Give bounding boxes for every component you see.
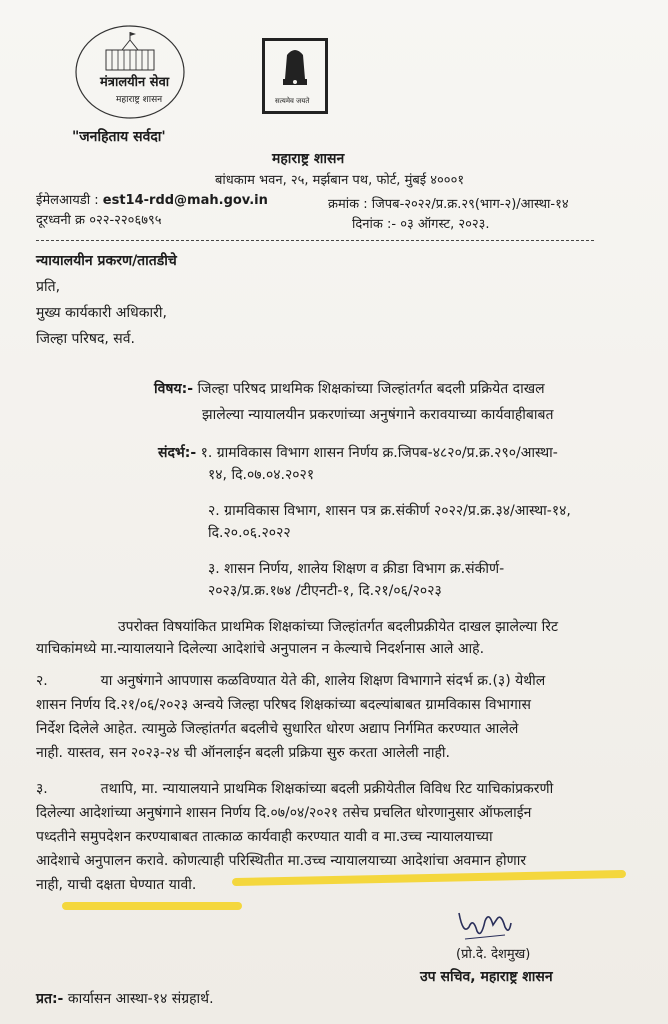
para-3-line-5: नाही, याची दक्षता घेण्यात यावी. xyxy=(36,877,197,893)
to-label: प्रति, xyxy=(36,279,61,295)
handwritten-signature xyxy=(455,905,515,943)
signatory-designation: उप सचिव, महाराष्ट्र शासन xyxy=(420,969,553,985)
para-2-line-1 xyxy=(36,672,545,690)
subject-line-2: झालेल्या न्यायालयीन प्रकरणांच्या अनुषंगाने करावयाच्या कार्यवाहीबाबत xyxy=(202,407,554,423)
signatory-name: (प्रो.दे. देशमुख) xyxy=(456,947,531,962)
copy-line xyxy=(36,990,214,1008)
date-value: ०३ ऑगस्ट, २०२३. xyxy=(400,217,490,232)
para-2-line-2: शासन निर्णय दि.२१/०६/२०२३ अन्वये जिल्हा परिषद शिक्षकांच्या बदल्यांबाबत ग्रामविकास विभागास xyxy=(36,697,531,713)
para-2-line-3: निर्देश दिलेले आहेत. त्यामुळे जिल्हांतर्गत बदलीचे सुधारित धोरण अद्याप निर्गमित करण्यात आलेले xyxy=(36,721,519,737)
reference-2-line-2: दि.२०.०६.२०२२ xyxy=(208,525,291,541)
para-3-line-1 xyxy=(36,780,553,798)
reference-2-line-1: २. ग्रामविकास विभाग, शासन पत्र क्र.संकीर्ण २०२२/प्र.क्र.३४/आस्था-१४, xyxy=(208,503,571,519)
reference-3-line-2: २०२३/प्र.क्र.१७४ /टीएनटी-१, दि.२१/०६/२०२३ xyxy=(208,583,442,599)
reference-1-text: १. ग्रामविकास विभाग शासन निर्णय क्र.जिपब-४८२०/प्र.क्र.२९०/आस्था- xyxy=(200,445,558,461)
urgency-label: न्यायालयीन प्रकरण/तातडीचे xyxy=(36,253,177,269)
header-divider xyxy=(36,240,594,241)
addressee-line-2: जिल्हा परिषद, सर्व. xyxy=(36,331,135,347)
copy-text: कार्यासन आस्था-१४ संग्रहार्थ. xyxy=(67,991,214,1007)
para-3-number: ३. xyxy=(36,781,48,797)
para-2-text-1: या अनुषंगाने आपणास कळविण्यात येते की, शालेय शिक्षण विभागाने संदर्भ क्र.(३) येथील xyxy=(100,673,546,689)
phone-label: दूरध्वनी क्र xyxy=(36,213,86,228)
issuer-title: महाराष्ट्र शासन xyxy=(272,151,345,167)
subject-line-1 xyxy=(154,380,545,398)
para-3-line-4: आदेशाचे अनुपालन करावे. कोणत्याही परिस्थितीत मा.उच्च न्यायालयाच्या आदेशांचा अवमान होणार xyxy=(36,853,527,869)
logo-text-sub: महाराष्ट्र शासन xyxy=(116,95,163,105)
reference-1-line-1 xyxy=(158,444,558,462)
date-label: दिनांक :- xyxy=(352,217,397,232)
reference-3-line-1: ३. शासन निर्णय, शालेय शिक्षण व क्रीडा विभाग क्र.संकीर्ण- xyxy=(208,561,505,577)
email-label: ईमेलआयडी : xyxy=(36,193,99,208)
motto: "जनहिताय सर्वदा' xyxy=(72,129,166,145)
para-3-line-2: दिलेल्या आदेशांच्या अनुषंगाने शासन निर्णय दि.०७/०४/२०२१ तसेच प्रचलित धोरणानुसार ऑफलाईन xyxy=(36,805,532,821)
copy-label: प्रत:- xyxy=(36,991,64,1007)
logo-text-main: मंत्रालयीन सेवा xyxy=(100,75,170,90)
ref-label: क्रमांक : xyxy=(328,197,368,212)
para-3-text-1: तथापि, मा. न्यायालयाने प्राथमिक शिक्षकांच्या बदली प्रक्रीयेतील विविध रिट याचिकांप्रकरणी xyxy=(100,781,554,797)
para-1-line-2: याचिकांमध्ये मा.न्यायालयाने दिलेल्या आदेशांचे अनुपालन न केल्याचे निदर्शनास आले आहे. xyxy=(36,641,485,657)
phone-line xyxy=(36,212,161,229)
para-3-line-3: पध्दतीने समुपदेशन करण्याबाबत तात्काळ कार्यवाही करण्यात यावी व मा.उच्च न्यायालयाच्या xyxy=(36,829,493,845)
ref-value: जिपब-२०२२/प्र.क्र.२९(भाग-२)/आस्था-१४ xyxy=(371,197,569,212)
para-2-line-4: नाही. यास्तव, सन २०२३-२४ ची ऑनलाईन बदली प्रक्रिया सुरु करता आलेली नाही. xyxy=(36,745,450,761)
date-line xyxy=(352,216,490,233)
state-emblem xyxy=(262,38,328,114)
subject-text-1: जिल्हा परिषद प्राथमिक शिक्षकांच्या जिल्हांतर्गत बदली प्रक्रियेत दाखल xyxy=(197,381,545,397)
reference-1-line-2: १४, दि.०७.०४.२०२१ xyxy=(208,467,315,483)
emblem-caption: सत्यमेव जयते xyxy=(275,97,310,105)
para-1-line-1: उपरोक्त विषयांकित प्राथमिक शिक्षकांच्या जिल्हांतर्गत बदलीप्रक्रीयेत दाखल झालेल्या रिट xyxy=(118,619,559,635)
mantralayeen-seva-logo xyxy=(72,22,188,122)
references-label: संदर्भ:- xyxy=(158,445,197,461)
email-line xyxy=(36,192,268,209)
subject-label: विषय:- xyxy=(154,381,194,397)
addressee-line-1: मुख्य कार्यकारी अधिकारी, xyxy=(36,305,167,321)
issuer-address: बांधकाम भवन, २५, मर्झबान पथ, फोर्ट, मुंबई ४०००१ xyxy=(215,173,465,188)
phone-value: ०२२-२२०६७९५ xyxy=(89,213,162,228)
highlight-mark-2 xyxy=(62,902,242,910)
email-value[interactable]: est14-rdd@mah.gov.in xyxy=(102,193,268,208)
reference-number xyxy=(328,196,569,213)
para-2-number: २. xyxy=(36,673,48,689)
highlight-mark-1 xyxy=(232,870,626,886)
